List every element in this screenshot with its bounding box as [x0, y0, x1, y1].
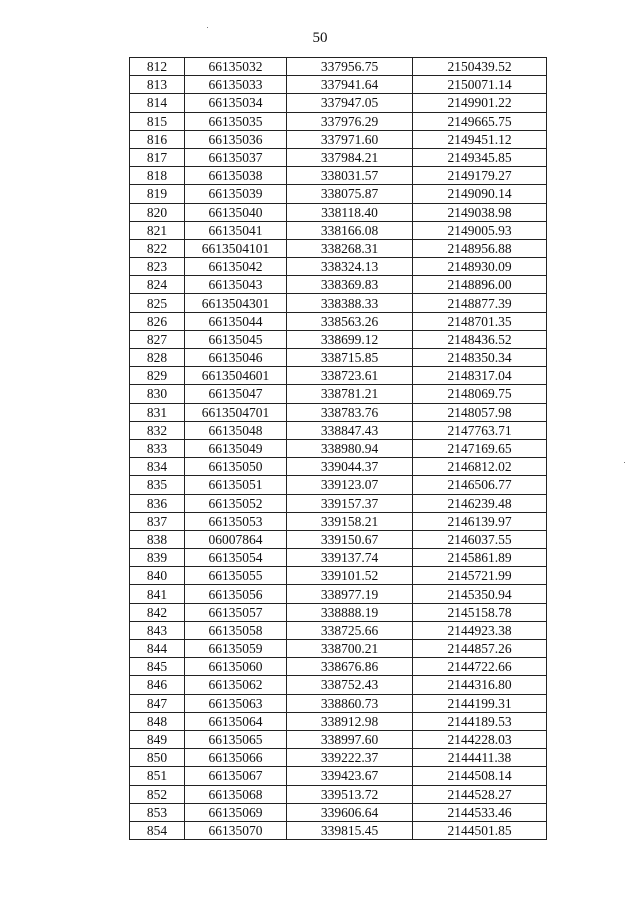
row-number-cell: 852 — [130, 785, 185, 803]
table-row — [130, 385, 547, 403]
row-number-cell: 840 — [130, 567, 185, 585]
table-row — [130, 112, 547, 130]
row-number-cell: 813 — [130, 76, 185, 94]
y-coordinate-cell: 2149038.98 — [413, 203, 547, 221]
y-coordinate-cell: 2148930.09 — [413, 258, 547, 276]
table-row — [130, 676, 547, 694]
y-coordinate-cell: 2144528.27 — [413, 785, 547, 803]
x-coordinate-cell: 338912.98 — [287, 712, 413, 730]
y-coordinate-cell: 2148350.34 — [413, 349, 547, 367]
table-row — [130, 658, 547, 676]
y-coordinate-cell: 2144316.80 — [413, 676, 547, 694]
table-row — [130, 694, 547, 712]
table-row — [130, 94, 547, 112]
row-number-cell: 835 — [130, 476, 185, 494]
point-id-cell: 66135053 — [185, 512, 287, 530]
table-row — [130, 785, 547, 803]
row-number-cell: 831 — [130, 403, 185, 421]
table-row — [130, 712, 547, 730]
y-coordinate-cell: 2147763.71 — [413, 421, 547, 439]
row-number-cell: 849 — [130, 730, 185, 748]
x-coordinate-cell: 338031.57 — [287, 167, 413, 185]
table-row — [130, 294, 547, 312]
row-number-cell: 832 — [130, 421, 185, 439]
table-row — [130, 621, 547, 639]
point-id-cell: 66135034 — [185, 94, 287, 112]
point-id-cell: 6613504101 — [185, 239, 287, 257]
x-coordinate-cell: 338369.83 — [287, 276, 413, 294]
y-coordinate-cell: 2144533.46 — [413, 803, 547, 821]
row-number-cell: 821 — [130, 221, 185, 239]
point-id-cell: 66135045 — [185, 330, 287, 348]
table-row — [130, 58, 547, 76]
table-row — [130, 585, 547, 603]
x-coordinate-cell: 337971.60 — [287, 130, 413, 148]
point-id-cell: 66135064 — [185, 712, 287, 730]
point-id-cell: 66135048 — [185, 421, 287, 439]
y-coordinate-cell: 2148057.98 — [413, 403, 547, 421]
y-coordinate-cell: 2144228.03 — [413, 730, 547, 748]
point-id-cell: 66135047 — [185, 385, 287, 403]
table-row — [130, 494, 547, 512]
row-number-cell: 829 — [130, 367, 185, 385]
table-row — [130, 258, 547, 276]
x-coordinate-cell: 338997.60 — [287, 730, 413, 748]
x-coordinate-cell: 338388.33 — [287, 294, 413, 312]
row-number-cell: 816 — [130, 130, 185, 148]
y-coordinate-cell: 2146812.02 — [413, 458, 547, 476]
y-coordinate-cell: 2146139.97 — [413, 512, 547, 530]
x-coordinate-cell: 338699.12 — [287, 330, 413, 348]
point-id-cell: 66135044 — [185, 312, 287, 330]
row-number-cell: 827 — [130, 330, 185, 348]
y-coordinate-cell: 2144501.85 — [413, 821, 547, 839]
row-number-cell: 826 — [130, 312, 185, 330]
table-row — [130, 239, 547, 257]
row-number-cell: 824 — [130, 276, 185, 294]
table-row — [130, 221, 547, 239]
y-coordinate-cell: 2146037.55 — [413, 530, 547, 548]
row-number-cell: 843 — [130, 621, 185, 639]
y-coordinate-cell: 2150071.14 — [413, 76, 547, 94]
row-number-cell: 837 — [130, 512, 185, 530]
y-coordinate-cell: 2145350.94 — [413, 585, 547, 603]
table-row — [130, 185, 547, 203]
y-coordinate-cell: 2144411.38 — [413, 749, 547, 767]
point-id-cell: 6613504301 — [185, 294, 287, 312]
point-id-cell: 66135055 — [185, 567, 287, 585]
point-id-cell: 66135043 — [185, 276, 287, 294]
y-coordinate-cell: 2149665.75 — [413, 112, 547, 130]
x-coordinate-cell: 338563.26 — [287, 312, 413, 330]
table-row — [130, 367, 547, 385]
table-row — [130, 821, 547, 839]
table-row — [130, 76, 547, 94]
coordinate-table — [129, 57, 547, 840]
table-row — [130, 476, 547, 494]
y-coordinate-cell: 2148956.88 — [413, 239, 547, 257]
point-id-cell: 66135068 — [185, 785, 287, 803]
x-coordinate-cell: 339157.37 — [287, 494, 413, 512]
point-id-cell: 66135069 — [185, 803, 287, 821]
row-number-cell: 841 — [130, 585, 185, 603]
row-number-cell: 844 — [130, 640, 185, 658]
point-id-cell: 66135066 — [185, 749, 287, 767]
x-coordinate-cell: 338324.13 — [287, 258, 413, 276]
point-id-cell: 66135037 — [185, 148, 287, 166]
x-coordinate-cell: 338268.31 — [287, 239, 413, 257]
y-coordinate-cell: 2145158.78 — [413, 603, 547, 621]
table-row — [130, 167, 547, 185]
y-coordinate-cell: 2148701.35 — [413, 312, 547, 330]
point-id-cell: 66135056 — [185, 585, 287, 603]
table-row — [130, 130, 547, 148]
row-number-cell: 834 — [130, 458, 185, 476]
page-number: 50 — [312, 30, 328, 46]
x-coordinate-cell: 339044.37 — [287, 458, 413, 476]
row-number-cell: 833 — [130, 439, 185, 457]
point-id-cell: 66135070 — [185, 821, 287, 839]
scan-speck — [624, 462, 625, 463]
row-number-cell: 820 — [130, 203, 185, 221]
row-number-cell: 845 — [130, 658, 185, 676]
x-coordinate-cell: 337947.05 — [287, 94, 413, 112]
point-id-cell: 66135063 — [185, 694, 287, 712]
point-id-cell: 66135051 — [185, 476, 287, 494]
point-id-cell: 66135046 — [185, 349, 287, 367]
row-number-cell: 836 — [130, 494, 185, 512]
y-coordinate-cell: 2144857.26 — [413, 640, 547, 658]
x-coordinate-cell: 339222.37 — [287, 749, 413, 767]
point-id-cell: 66135057 — [185, 603, 287, 621]
point-id-cell: 66135058 — [185, 621, 287, 639]
y-coordinate-cell: 2144189.53 — [413, 712, 547, 730]
row-number-cell: 823 — [130, 258, 185, 276]
point-id-cell: 66135042 — [185, 258, 287, 276]
x-coordinate-cell: 337941.64 — [287, 76, 413, 94]
table-row — [130, 730, 547, 748]
x-coordinate-cell: 339137.74 — [287, 549, 413, 567]
x-coordinate-cell: 339123.07 — [287, 476, 413, 494]
row-number-cell: 842 — [130, 603, 185, 621]
point-id-cell: 66135033 — [185, 76, 287, 94]
point-id-cell: 66135062 — [185, 676, 287, 694]
y-coordinate-cell: 2149901.22 — [413, 94, 547, 112]
x-coordinate-cell: 338118.40 — [287, 203, 413, 221]
row-number-cell: 812 — [130, 58, 185, 76]
x-coordinate-cell: 338715.85 — [287, 349, 413, 367]
y-coordinate-cell: 2147169.65 — [413, 439, 547, 457]
point-id-cell: 66135038 — [185, 167, 287, 185]
point-id-cell: 66135052 — [185, 494, 287, 512]
y-coordinate-cell: 2149090.14 — [413, 185, 547, 203]
y-coordinate-cell: 2144508.14 — [413, 767, 547, 785]
row-number-cell: 828 — [130, 349, 185, 367]
point-id-cell: 66135039 — [185, 185, 287, 203]
x-coordinate-cell: 339606.64 — [287, 803, 413, 821]
y-coordinate-cell: 2145721.99 — [413, 567, 547, 585]
table-row — [130, 330, 547, 348]
row-number-cell: 847 — [130, 694, 185, 712]
point-id-cell: 66135054 — [185, 549, 287, 567]
table-row — [130, 512, 547, 530]
table-row — [130, 640, 547, 658]
x-coordinate-cell: 338725.66 — [287, 621, 413, 639]
x-coordinate-cell: 338781.21 — [287, 385, 413, 403]
y-coordinate-cell: 2146239.48 — [413, 494, 547, 512]
x-coordinate-cell: 339101.52 — [287, 567, 413, 585]
row-number-cell: 822 — [130, 239, 185, 257]
point-id-cell: 66135035 — [185, 112, 287, 130]
row-number-cell: 819 — [130, 185, 185, 203]
table-row — [130, 349, 547, 367]
x-coordinate-cell: 339815.45 — [287, 821, 413, 839]
row-number-cell: 830 — [130, 385, 185, 403]
row-number-cell: 851 — [130, 767, 185, 785]
table-row — [130, 549, 547, 567]
x-coordinate-cell: 339423.67 — [287, 767, 413, 785]
x-coordinate-cell: 338676.86 — [287, 658, 413, 676]
table-row — [130, 203, 547, 221]
x-coordinate-cell: 337956.75 — [287, 58, 413, 76]
table-row — [130, 148, 547, 166]
row-number-cell: 853 — [130, 803, 185, 821]
y-coordinate-cell: 2144923.38 — [413, 621, 547, 639]
table-row — [130, 458, 547, 476]
table-row — [130, 803, 547, 821]
x-coordinate-cell: 338980.94 — [287, 439, 413, 457]
x-coordinate-cell: 338977.19 — [287, 585, 413, 603]
y-coordinate-cell: 2148896.00 — [413, 276, 547, 294]
point-id-cell: 66135036 — [185, 130, 287, 148]
table-row — [130, 749, 547, 767]
x-coordinate-cell: 338860.73 — [287, 694, 413, 712]
row-number-cell: 838 — [130, 530, 185, 548]
point-id-cell: 66135067 — [185, 767, 287, 785]
row-number-cell: 825 — [130, 294, 185, 312]
y-coordinate-cell: 2149179.27 — [413, 167, 547, 185]
table-row — [130, 603, 547, 621]
x-coordinate-cell: 338075.87 — [287, 185, 413, 203]
x-coordinate-cell: 339158.21 — [287, 512, 413, 530]
point-id-cell: 66135060 — [185, 658, 287, 676]
point-id-cell: 66135032 — [185, 58, 287, 76]
y-coordinate-cell: 2149005.93 — [413, 221, 547, 239]
y-coordinate-cell: 2145861.89 — [413, 549, 547, 567]
x-coordinate-cell: 338752.43 — [287, 676, 413, 694]
point-id-cell: 66135040 — [185, 203, 287, 221]
point-id-cell: 66135065 — [185, 730, 287, 748]
row-number-cell: 818 — [130, 167, 185, 185]
row-number-cell: 839 — [130, 549, 185, 567]
table-row — [130, 567, 547, 585]
x-coordinate-cell: 338888.19 — [287, 603, 413, 621]
point-id-cell: 66135049 — [185, 439, 287, 457]
point-id-cell: 6613504701 — [185, 403, 287, 421]
point-id-cell: 66135059 — [185, 640, 287, 658]
x-coordinate-cell: 338723.61 — [287, 367, 413, 385]
y-coordinate-cell: 2150439.52 — [413, 58, 547, 76]
table-row — [130, 530, 547, 548]
x-coordinate-cell: 337984.21 — [287, 148, 413, 166]
y-coordinate-cell: 2148317.04 — [413, 367, 547, 385]
x-coordinate-cell: 338166.08 — [287, 221, 413, 239]
coordinate-table-body — [130, 58, 547, 840]
y-coordinate-cell: 2144722.66 — [413, 658, 547, 676]
row-number-cell: 854 — [130, 821, 185, 839]
x-coordinate-cell: 338783.76 — [287, 403, 413, 421]
scan-speck — [207, 27, 208, 28]
row-number-cell: 848 — [130, 712, 185, 730]
row-number-cell: 846 — [130, 676, 185, 694]
row-number-cell: 814 — [130, 94, 185, 112]
row-number-cell: 850 — [130, 749, 185, 767]
y-coordinate-cell: 2148069.75 — [413, 385, 547, 403]
table-row — [130, 276, 547, 294]
x-coordinate-cell: 338700.21 — [287, 640, 413, 658]
table-row — [130, 403, 547, 421]
y-coordinate-cell: 2148877.39 — [413, 294, 547, 312]
y-coordinate-cell: 2149345.85 — [413, 148, 547, 166]
y-coordinate-cell: 2149451.12 — [413, 130, 547, 148]
x-coordinate-cell: 339513.72 — [287, 785, 413, 803]
point-id-cell: 06007864 — [185, 530, 287, 548]
x-coordinate-cell: 337976.29 — [287, 112, 413, 130]
x-coordinate-cell: 338847.43 — [287, 421, 413, 439]
table-row — [130, 312, 547, 330]
row-number-cell: 817 — [130, 148, 185, 166]
point-id-cell: 66135050 — [185, 458, 287, 476]
point-id-cell: 66135041 — [185, 221, 287, 239]
row-number-cell: 815 — [130, 112, 185, 130]
table-row — [130, 421, 547, 439]
y-coordinate-cell: 2144199.31 — [413, 694, 547, 712]
y-coordinate-cell: 2146506.77 — [413, 476, 547, 494]
point-id-cell: 6613504601 — [185, 367, 287, 385]
table-row — [130, 439, 547, 457]
y-coordinate-cell: 2148436.52 — [413, 330, 547, 348]
table-row — [130, 767, 547, 785]
x-coordinate-cell: 339150.67 — [287, 530, 413, 548]
